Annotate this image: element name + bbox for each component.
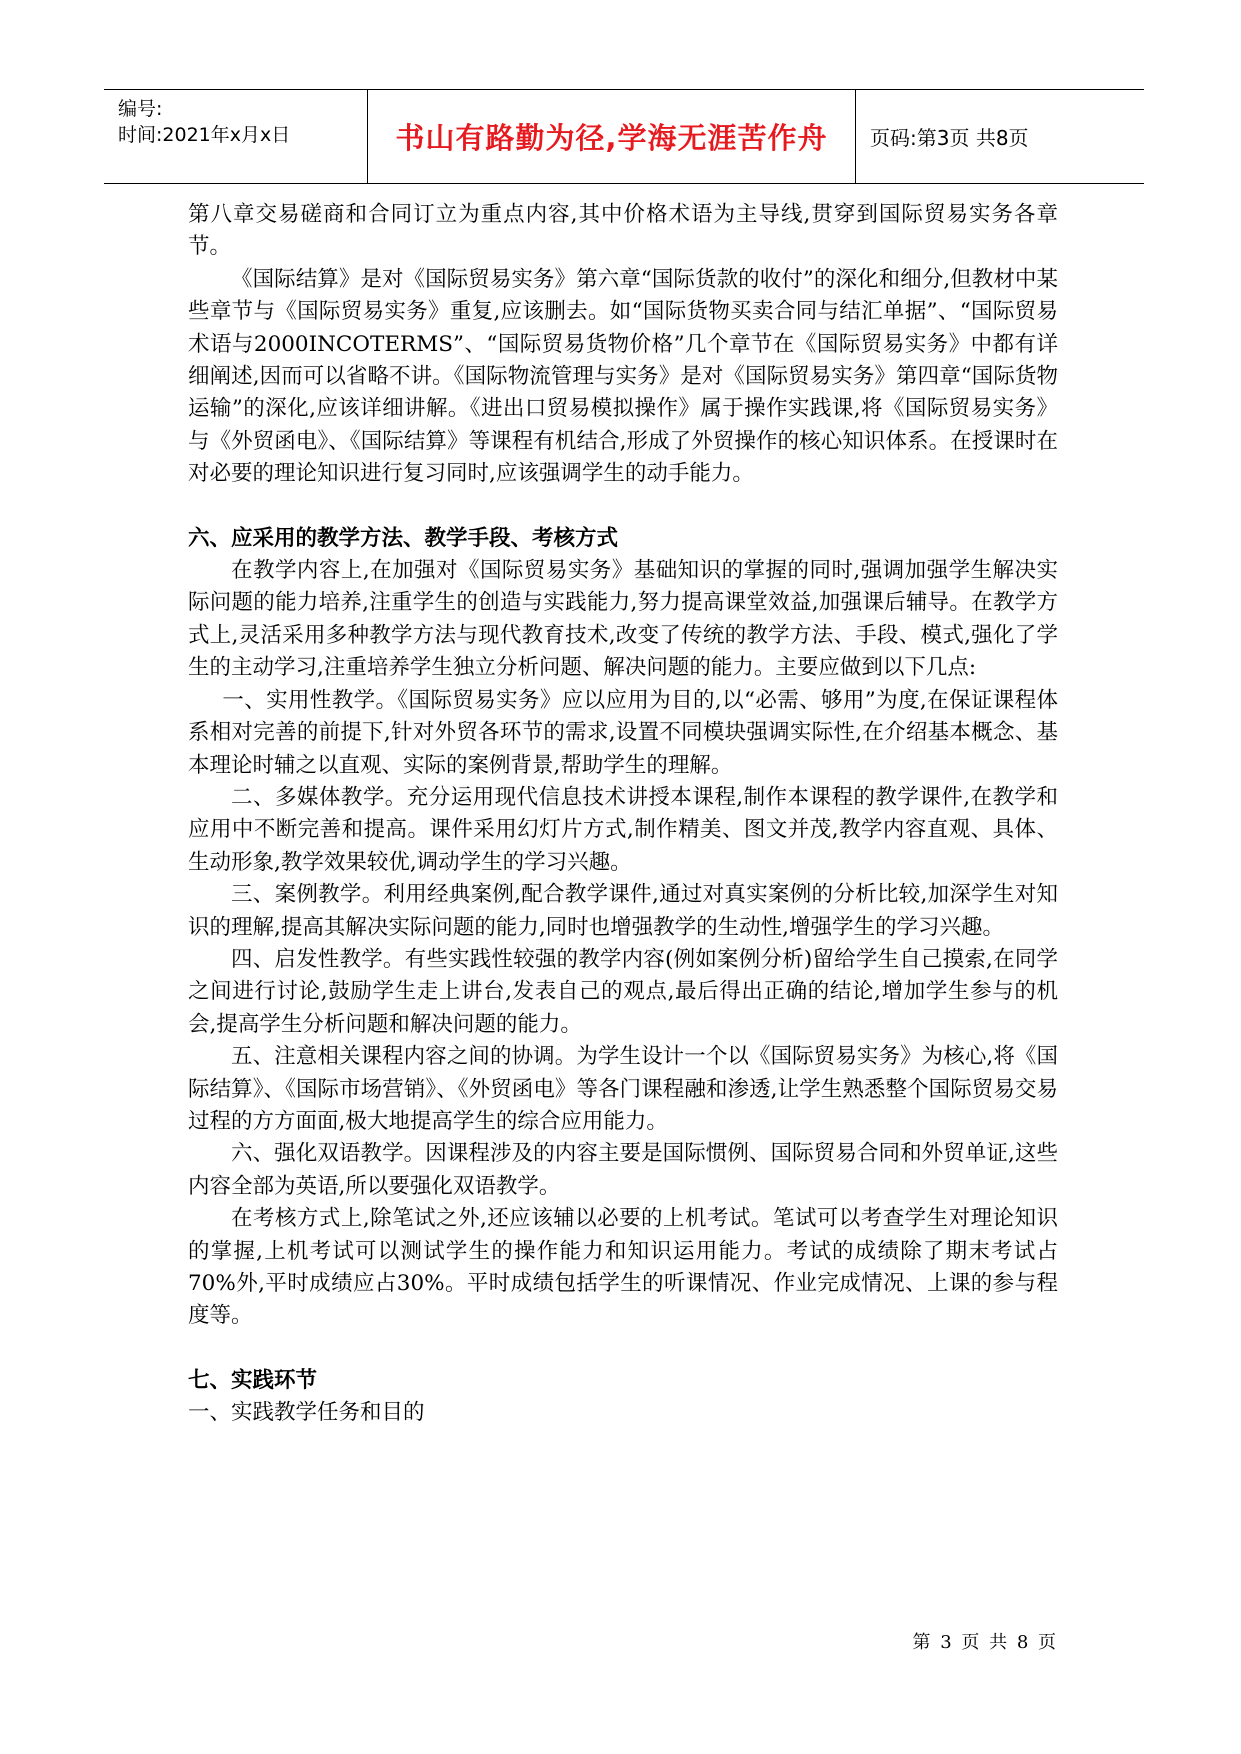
paragraph: 六、强化双语教学。因课程涉及的内容主要是国际惯例、国际贸易合同和外贸单证,这些内容全部为英语,所以要强化双语教学。 xyxy=(188,1141,1058,1199)
paragraph: 一、实践教学任务和目的 xyxy=(188,1400,425,1426)
page-footer-number: 第 3 页 共 8 页 xyxy=(912,1632,1058,1653)
paragraph: 二、多媒体教学。充分运用现代信息技术讲授本课程,制作本课程的教学课件,在教学和应用中不断完善和提高。课件采用幻灯片方式,制作精美、图文并茂,教学内容直观、具体、生动形象,教学效果较优,调动学生的学习兴趣。 xyxy=(188,784,1058,875)
header-motto-cell xyxy=(368,90,856,183)
header-page-cell xyxy=(856,90,1144,183)
paragraph: 四、启发性教学。有些实践性较强的教学内容(例如案例分析)留给学生自己摸索,在同学之间进行讨论,鼓励学生走上讲台,发表自己的观点,最后得出正确的结论,增加学生参与的机会,提高学生分析问题和解决问题的能力。 xyxy=(188,946,1058,1037)
paragraph: 《国际结算》是对《国际贸易实务》第六章“国际货款的收付”的深化和细分,但教材中某些章节与《国际贸易实务》重复,应该删去。如“国际货物买卖合同与结汇单据”、“国际贸易术语与2000INCOTERMS”、“国际贸易货物价格”几个章节在《国际贸易实务》中都有详细阐述,因而可以省略不讲。《国际物流管理与实务》是对《国际贸易实务》第四章“国际货物运输”的深化,应该详细讲解。《进出口贸易模拟操作》属于操作实践课,将《国际贸易实务》与《外贸函电》、《国际结算》等课程有机结合,形成了外贸操作的核心知识体系。在授课时在对必要的理论知识进行复习同时,应该强调学生的动手能力。 xyxy=(188,266,1058,487)
paragraph: 五、注意相关课程内容之间的协调。为学生设计一个以《国际贸易实务》为核心,将《国际结算》、《国际市场营销》、《外贸函电》等各门课程融和渗透,让学生熟悉整个国际贸易交易过程的方方面面,极大地提高学生的综合应用能力。 xyxy=(188,1044,1058,1134)
header-motto: 书山有路勤为径,学海无涯苦作舟 xyxy=(395,121,828,155)
paragraph: 第八章交易磋商和合同订立为重点内容,其中价格术语为主导线,贯穿到国际贸易实务各章节。 xyxy=(188,202,1058,260)
paragraph: 在教学内容上,在加强对《国际贸易实务》基础知识的掌握的同时,强调加强学生解决实际问题的能力培养,注重学生的创造与实践能力,努力提高课堂效益,加强课后辅导。在教学方式上,灵活采用多种教学方法与现代教育技术,改变了传统的教学方法、手段、模式,强化了学生的主动学习,注重培养学生独立分析问题、解决问题的能力。主要应做到以下几点: xyxy=(188,558,1058,681)
header-page-number: 页码:第3页 共8页 xyxy=(870,126,1029,150)
header-meta-cell xyxy=(104,90,368,183)
document-time-label: 时间:2021年x月x日 xyxy=(118,124,291,146)
paragraph: 在考核方式上,除笔试之外,还应该辅以必要的上机考试。笔试可以考查学生对理论知识的掌握,上机考试可以测试学生的操作能力和知识运用能力。考试的成绩除了期末考试占70%外,平时成绩应占30%。平时成绩包括学生的听课情况、作业完成情况、上课的参与程度等。 xyxy=(188,1206,1058,1329)
section-heading-7: 七、实践环节 xyxy=(188,1367,318,1393)
document-number-label: 编号: xyxy=(118,98,163,120)
paragraph: 一、实用性教学。《国际贸易实务》应以应用为目的,以“必需、够用”为度,在保证课程体系相对完善的前提下,针对外贸各环节的需求,设置不同模块强调实际性,在介绍基本概念、基本理论时辅之以直观、实际的案例背景,帮助学生的理解。 xyxy=(188,687,1058,778)
paragraph: 三、案例教学。利用经典案例,配合教学课件,通过对真实案例的分析比较,加深学生对知识的理解,提高其解决实际问题的能力,同时也增强教学的生动性,增强学生的学习兴趣。 xyxy=(188,882,1058,940)
section-heading-6: 六、应采用的教学方法、教学手段、考核方式 xyxy=(188,525,619,551)
page-header xyxy=(104,89,1144,184)
document-body xyxy=(188,199,1058,1430)
